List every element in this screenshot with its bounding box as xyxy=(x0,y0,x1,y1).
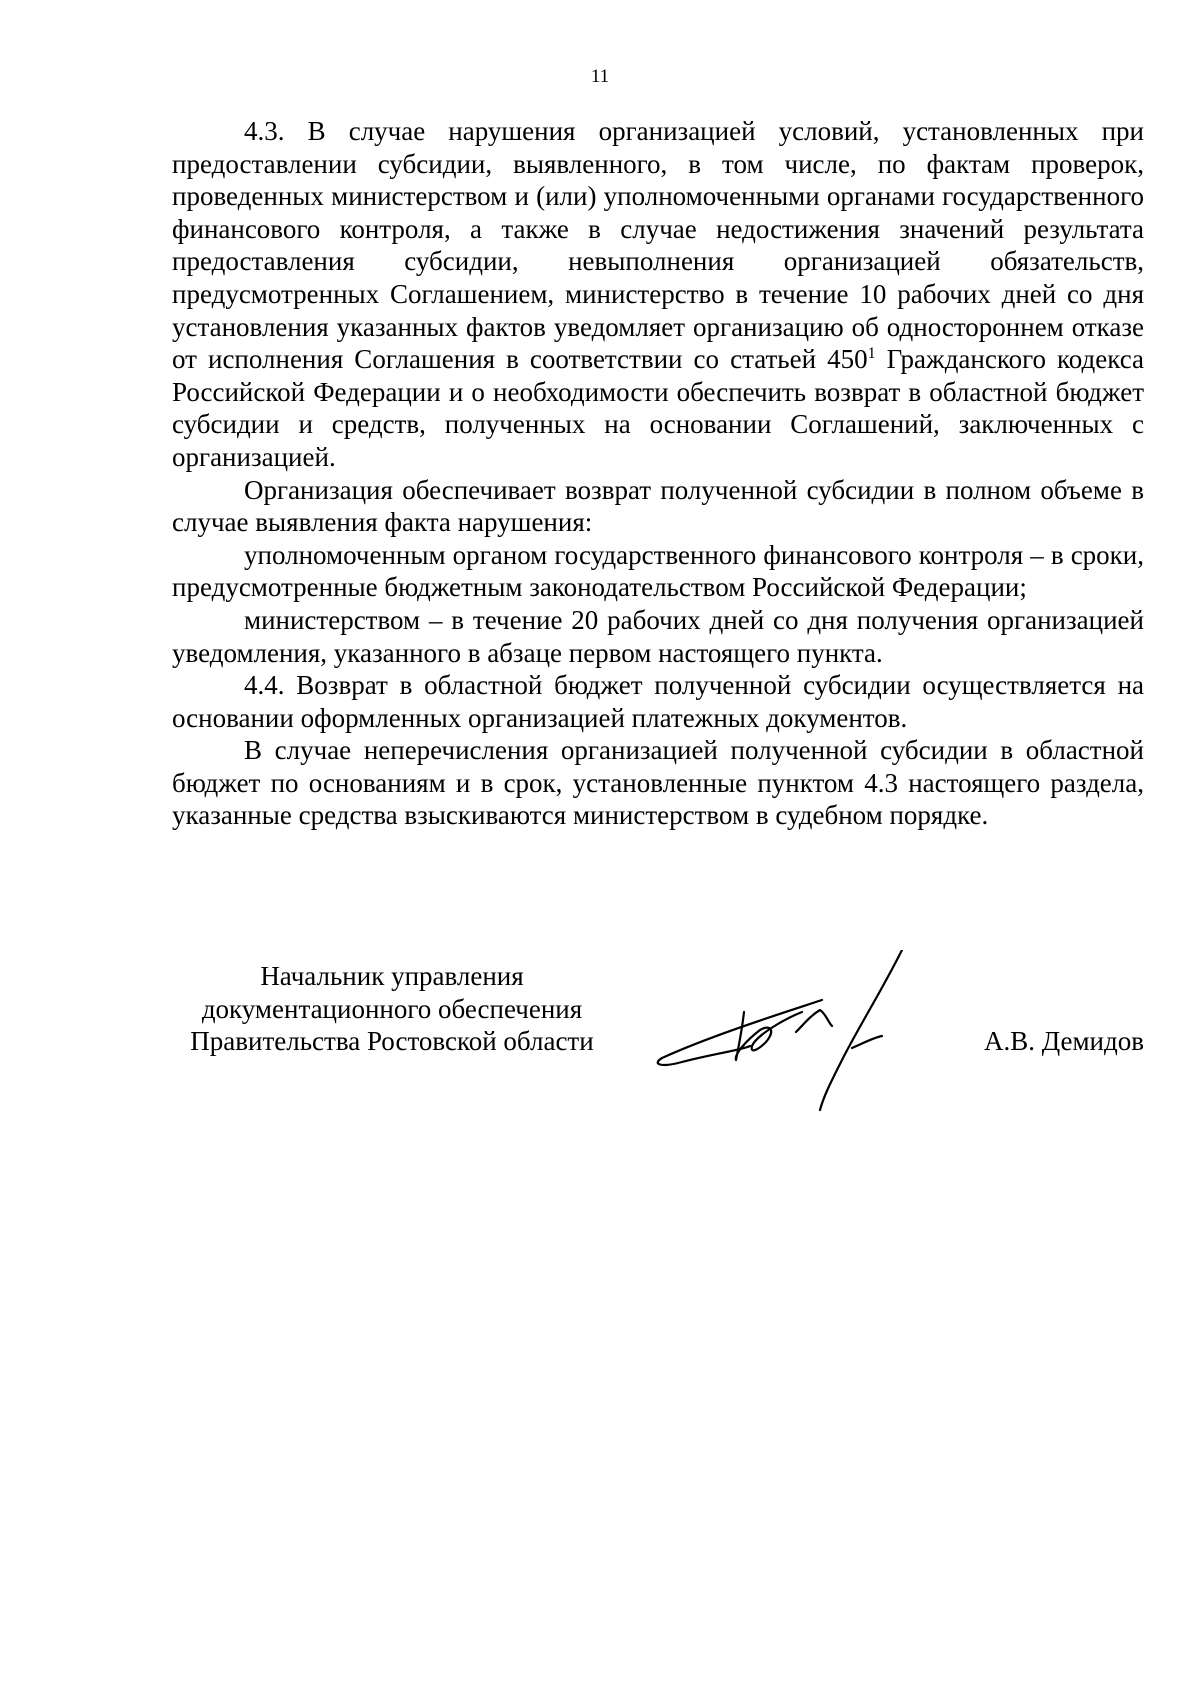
signer-position xyxy=(172,960,612,1058)
paragraph-4-4: 4.4. Возврат в областной бюджет полученной субсидии осуществляется на основании оформленных организацией платежных документов. xyxy=(172,670,1144,733)
paragraph-4-3 xyxy=(172,115,1144,474)
signer-position-line-1: Начальник управления xyxy=(260,961,524,991)
paragraph-4-3-text-cont: Гражданского кодекса Российской Федерации и о необходимости обеспечить возврат в областной бюджет субсидии и средств, полученных на основании Соглашений, заключенных с организацией. xyxy=(172,344,1144,472)
article-superscript: 1 xyxy=(867,345,876,363)
signer-name: А.В. Демидов xyxy=(983,1026,1144,1056)
paragraph-refund-obligation: Организация обеспечивает возврат полученной субсидии в полном объеме в случае выявления факта нарушения: xyxy=(172,474,1144,538)
signer-position-line-3: Правительства Ростовской области xyxy=(190,1026,594,1057)
paragraph-ministry: министерством – в течение 20 рабочих дней со дня получения организацией уведомления, указанного в абзаце первом настоящего пункта. xyxy=(172,604,1144,668)
page-number: 11 xyxy=(590,66,610,87)
signer-position-line-2: документационного обеспечения xyxy=(201,993,583,1024)
document-body xyxy=(172,115,1144,832)
paragraph-court-recovery: В случае неперечисления организацией полученной субсидии в областной бюджет по основаниям и в срок, установленные пунктом 4.3 настоящего раздела, указанные средства взыскиваются министерством в судебном порядке. xyxy=(172,735,1144,831)
paragraph-4-3-text: 4.3. В случае нарушения организацией условий, установленных при предоставлении субсидии, выявленного, в том числе, по фактам проверок, проведенных министерством и (или) уполномоченными органами государственного финансового контроля, а также в случае недостижения значений результата предоставления субсидии, невыполнения организацией обязательств, предусмотренных Соглашением, министерство в течение 10 рабочих дней со дня установления указанных фактов уведомляет организацию об одностороннем отказе от исполнения Соглашения в соответствии со статьей 450 xyxy=(172,116,1144,375)
signature-block xyxy=(172,960,1144,1120)
handwritten-signature xyxy=(652,950,952,1120)
paragraph-control-body: уполномоченным органом государственного финансового контроля – в сроки, предусмотренные бюджетным законодательством Российской Федерации; xyxy=(172,539,1144,603)
